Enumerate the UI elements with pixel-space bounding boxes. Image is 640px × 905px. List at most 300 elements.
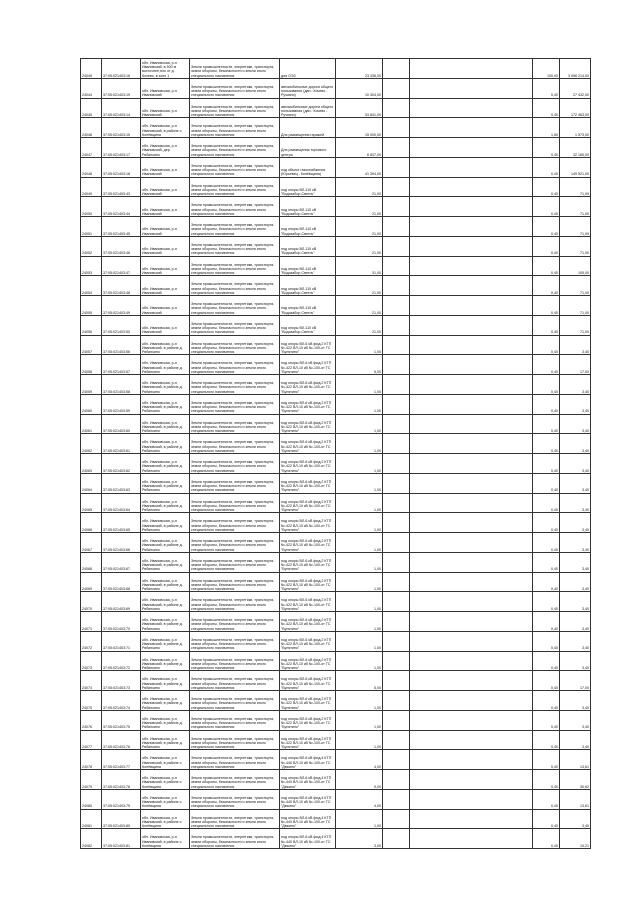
land-category-cell: Земли промышленности, энергетики, транспорта, земли обороны, безопасности и земли иного специального назначения: [190, 118, 280, 138]
address-cell: обл. Ивановская, р-н Ивановский, в районе д. Рябинкино: [141, 631, 190, 651]
row-id-cell: 24045: [81, 98, 102, 118]
permitted-use-cell: под опоры ВЛ-110 кВ "Водозабор-Светоч": [280, 276, 336, 296]
rate-cell: 0,40: [533, 473, 560, 493]
tax-value-cell: 3,40: [560, 651, 591, 671]
row-id-cell: 24063: [81, 454, 102, 474]
rate-cell: 0,40: [533, 789, 560, 809]
cadastral-number-cell: 37:05:021403:75: [102, 710, 141, 730]
area-cell: 3,00: [336, 829, 383, 849]
extra-2-cell: [410, 375, 533, 395]
rate-cell: 0,40: [533, 256, 560, 276]
extra-2-cell: [410, 789, 533, 809]
row-id-cell: 24081: [81, 809, 102, 829]
extra-2-cell: [410, 276, 533, 296]
area-cell: 4,00: [336, 750, 383, 770]
row-id-cell: 24068: [81, 552, 102, 572]
table-row: [81, 315, 591, 335]
land-category-cell: Земли промышленности, энергетики, транспорта, земли обороны, безопасности и земли иного специального назначения: [190, 296, 280, 316]
area-cell: 1,00: [336, 454, 383, 474]
tax-value-cell: 3,40: [560, 552, 591, 572]
land-category-cell: Земли промышленности, энергетики, транспорта, земли обороны, безопасности и земли иного специального назначения: [190, 256, 280, 276]
table-row: [81, 394, 591, 414]
extra-1-cell: [383, 434, 410, 454]
rate-cell: 0,40: [533, 592, 560, 612]
permitted-use-cell: под опоры ВЛ-110 кВ "Водозабор-Светоч": [280, 315, 336, 335]
rate-cell: 0,40: [533, 315, 560, 335]
cadastral-number-cell: 37:05:021403:60: [102, 414, 141, 434]
tax-value-cell: 71,00: [560, 276, 591, 296]
tax-value-cell: 3,40: [560, 493, 591, 513]
rate-cell: 0,40: [533, 177, 560, 197]
permitted-use-cell: автомобильные дороги общего пользования (дан.: Кочево - Ручкино): [280, 78, 336, 98]
land-category-cell: Земли промышленности, энергетики, транспорта, земли обороны, безопасности и земли иного специального назначения: [190, 335, 280, 355]
row-id-cell: 24076: [81, 710, 102, 730]
land-category-cell: Земли промышленности, энергетики, транспорта, земли обороны, безопасности и земли иного специального назначения: [190, 276, 280, 296]
row-id-cell: 24067: [81, 533, 102, 553]
table-row: [81, 750, 591, 770]
extra-2-cell: [410, 454, 533, 474]
table-row: [81, 513, 591, 533]
extra-2-cell: [410, 177, 533, 197]
table-row: [81, 157, 591, 177]
address-cell: обл. Ивановская, р-н Ивановский: [141, 276, 190, 296]
land-category-cell: Земли промышленности, энергетики, транспорта, земли обороны, безопасности и земли иного специального назначения: [190, 197, 280, 217]
area-cell: 6 837,00: [336, 138, 383, 158]
extra-1-cell: [383, 770, 410, 790]
row-id-cell: 24048: [81, 157, 102, 177]
extra-1-cell: [383, 296, 410, 316]
land-category-cell: Земли промышленности, энергетики, транспорта, земли обороны, безопасности и земли иного специального назначения: [190, 375, 280, 395]
table-row: [81, 177, 591, 197]
permitted-use-cell: под опоры ВЛ-6 кВ фид.2 КТП №-422 ВЛ-10 кВ №-100-от ТС "Бунятино": [280, 710, 336, 730]
extra-1-cell: [383, 750, 410, 770]
permitted-use-cell: под опоры ВЛ-110 кВ "Водозабор-Светоч": [280, 256, 336, 276]
table-row: [81, 414, 591, 434]
address-cell: обл. Ивановская, р-н Ивановский, в районе д. Рябинкино: [141, 454, 190, 474]
permitted-use-cell: под опоры ВЛ-6 кВ фид.2 КТП №-422 ВЛ-10 кВ №-100-от ТС "Бунятино": [280, 493, 336, 513]
permitted-use-cell: под опоры ВЛ-6 кВ фид.4 КТП №-440 ВЛ-10 кВ №-100-от ТС "Дюкино": [280, 770, 336, 790]
cadastral-number-cell: 37:05:021403:48: [102, 276, 141, 296]
extra-2-cell: [410, 770, 533, 790]
extra-1-cell: [383, 414, 410, 434]
permitted-use-cell: под опоры ВЛ-110 кВ "Водозабор-Светоч": [280, 177, 336, 197]
land-category-cell: Земли промышленности, энергетики, транспорта, земли обороны, безопасности и земли иного специального назначения: [190, 651, 280, 671]
rate-cell: 0,40: [533, 217, 560, 237]
extra-2-cell: [410, 118, 533, 138]
area-cell: 21,00: [336, 197, 383, 217]
row-id-cell: 24074: [81, 671, 102, 691]
rate-cell: 0,40: [533, 612, 560, 632]
tax-value-cell: 32 165,00: [560, 138, 591, 158]
area-cell: 23 336,00: [336, 59, 383, 79]
land-category-cell: Земли промышленности, энергетики, транспорта, земли обороны, безопасности и земли иного специального назначения: [190, 631, 280, 651]
permitted-use-cell: под опоры ВЛ-6 кВ фид.2 КТП №-422 ВЛ-10 кВ №-100-от ТС "Бунятино": [280, 513, 336, 533]
cadastral-number-cell: 37:05:021403:43: [102, 177, 141, 197]
extra-2-cell: [410, 434, 533, 454]
area-cell: 1,00: [336, 572, 383, 592]
extra-2-cell: [410, 315, 533, 335]
extra-1-cell: [383, 552, 410, 572]
table-row: [81, 592, 591, 612]
area-cell: 21,00: [336, 236, 383, 256]
area-cell: 1,00: [336, 691, 383, 711]
land-category-cell: Земли промышленности, энергетики, транспорта, земли обороны, безопасности и земли иного специального назначения: [190, 513, 280, 533]
rate-cell: 0,40: [533, 454, 560, 474]
table-row: [81, 197, 591, 217]
extra-2-cell: [410, 612, 533, 632]
address-cell: обл. Ивановская, р-н Ивановский: [141, 157, 190, 177]
cadastral-number-cell: 37:05:021403:74: [102, 691, 141, 711]
extra-1-cell: [383, 651, 410, 671]
table-row: [81, 375, 591, 395]
table-row: [81, 631, 591, 651]
rate-cell: 0,40: [533, 434, 560, 454]
tax-value-cell: 3,40: [560, 592, 591, 612]
row-id-cell: 24071: [81, 612, 102, 632]
rate-cell: 0,40: [533, 730, 560, 750]
permitted-use-cell: под опоры ВЛ-6 кВ фид.2 КТП №-422 ВЛ-10 кВ №-100-от ТС "Бунятино": [280, 651, 336, 671]
permitted-use-cell: под опоры ВЛ-6 кВ фид.4 КТП №-440 ВЛ-10 кВ №-100-от ТС "Дюкино": [280, 750, 336, 770]
extra-2-cell: [410, 157, 533, 177]
area-cell: 1,00: [336, 592, 383, 612]
extra-1-cell: [383, 177, 410, 197]
area-cell: 1,00: [336, 552, 383, 572]
address-cell: обл. Ивановская, р-н Ивановский: [141, 197, 190, 217]
tax-value-cell: 3,40: [560, 533, 591, 553]
address-cell: обл. Ивановская, р-н Ивановский, в районе с. Конёвщина: [141, 770, 190, 790]
table-row: [81, 473, 591, 493]
address-cell: обл. Ивановская, р-н Ивановский: [141, 217, 190, 237]
row-id-cell: 24064: [81, 473, 102, 493]
rate-cell: 0,40: [533, 552, 560, 572]
extra-2-cell: [410, 394, 533, 414]
cadastral-number-cell: 37:05:021403:71: [102, 631, 141, 651]
cadastral-number-cell: 37:05:021403:68: [102, 572, 141, 592]
area-cell: 31,00: [336, 256, 383, 276]
extra-2-cell: [410, 533, 533, 553]
cadastral-number-cell: 37:05:021403:65: [102, 513, 141, 533]
cadastral-number-cell: 37:05:021403:46: [102, 236, 141, 256]
area-cell: 4,00: [336, 789, 383, 809]
address-cell: обл. Ивановская, р-н Ивановский, в районе д. Рябинкино: [141, 473, 190, 493]
tax-value-cell: 17,00: [560, 355, 591, 375]
address-cell: обл. Ивановская, р-н Ивановский, в районе д. Рябинкино: [141, 335, 190, 355]
table-row: [81, 770, 591, 790]
land-category-cell: Земли промышленности, энергетики, транспорта, земли обороны, безопасности и земли иного специального назначения: [190, 157, 280, 177]
row-id-cell: 24066: [81, 513, 102, 533]
cadastral-number-cell: 37:05:021403:69: [102, 592, 141, 612]
cadastral-number-cell: 37:05:021403:63: [102, 473, 141, 493]
extra-1-cell: [383, 197, 410, 217]
land-category-cell: Земли промышленности, энергетики, транспорта, земли обороны, безопасности и земли иного специального назначения: [190, 710, 280, 730]
permitted-use-cell: под опоры ВЛ-6 кВ фид.2 КТП №-422 ВЛ-10 кВ №-100-от ТС "Бунятино": [280, 454, 336, 474]
permitted-use-cell: под опоры ВЛ-6 кВ фид.2 КТП №-422 ВЛ-10 кВ №-100-от ТС "Бунятино": [280, 355, 336, 375]
permitted-use-cell: под опоры ВЛ-6 кВ фид.2 КТП №-422 ВЛ-10 кВ №-100-от ТС "Бунятино": [280, 612, 336, 632]
tax-value-cell: 71,00: [560, 315, 591, 335]
extra-1-cell: [383, 809, 410, 829]
table-row: [81, 612, 591, 632]
address-cell: обл. Ивановская, р-н Ивановский, в районе с. Конёвщина: [141, 809, 190, 829]
address-cell: обл. Ивановская, р-н Ивановский, в районе д. Рябинкино: [141, 572, 190, 592]
area-cell: 21,00: [336, 296, 383, 316]
rate-cell: 0,40: [533, 651, 560, 671]
rate-cell: 1,50: [533, 118, 560, 138]
land-category-cell: Земли промышленности, энергетики, транспорта, земли обороны, безопасности и земли иного специального назначения: [190, 315, 280, 335]
row-id-cell: 24058: [81, 355, 102, 375]
tax-value-cell: 149 521,00: [560, 157, 591, 177]
rate-cell: 0,40: [533, 671, 560, 691]
land-category-cell: Земли промышленности, энергетики, транспорта, земли обороны, безопасности и земли иного специального назначения: [190, 770, 280, 790]
area-cell: 1,00: [336, 375, 383, 395]
address-cell: обл. Ивановская, р-н Ивановский, в 500 м восточнее,юго от д. Кочево, в зоне 1: [141, 59, 190, 79]
permitted-use-cell: под опоры ВЛ-6 кВ фид.2 КТП №-422 ВЛ-10 кВ №-100-от ТС "Бунятино": [280, 394, 336, 414]
address-cell: обл. Ивановская, р-н Ивановский, в районе д. Рябинкино: [141, 414, 190, 434]
permitted-use-cell: под опоры ВЛ-6 кВ фид.2 КТП №-422 ВЛ-10 кВ №-100-от ТС "Бунятино": [280, 572, 336, 592]
area-cell: 1,00: [336, 612, 383, 632]
table-row: [81, 789, 591, 809]
cadastral-number-cell: 37:05:021403:17: [102, 138, 141, 158]
permitted-use-cell: под опоры ВЛ-6 кВ фид.2 КТП №-422 ВЛ-10 кВ №-100-от ТС "Бунятино": [280, 335, 336, 355]
permitted-use-cell: под опоры ВЛ-6 кВ фид.2 КТП №-422 ВЛ-10 кВ №-100-от ТС "Бунятино": [280, 552, 336, 572]
extra-2-cell: [410, 335, 533, 355]
extra-1-cell: [383, 493, 410, 513]
area-cell: 1,00: [336, 394, 383, 414]
tax-value-cell: 3,40: [560, 335, 591, 355]
rate-cell: 0,40: [533, 276, 560, 296]
area-cell: 21,00: [336, 177, 383, 197]
permitted-use-cell: под опоры ВЛ-6 кВ фид.4 КТП №-440 ВЛ-10 кВ №-100-от ТС "Дюкино": [280, 809, 336, 829]
cadastral-number-cell: 37:05:021403:72: [102, 651, 141, 671]
rate-cell: 0,40: [533, 236, 560, 256]
tax-value-cell: 71,00: [560, 197, 591, 217]
rate-cell: 0,40: [533, 394, 560, 414]
row-id-cell: 24049: [81, 177, 102, 197]
tax-value-cell: 27 432,00: [560, 78, 591, 98]
row-id-cell: 24075: [81, 691, 102, 711]
permitted-use-cell: под опоры ВЛ-110 кВ "Водозабор-Светоч": [280, 217, 336, 237]
extra-1-cell: [383, 236, 410, 256]
permitted-use-cell: под опоры ВЛ-110 кВ "Водозабор-Светоч": [280, 296, 336, 316]
row-id-cell: 24073: [81, 651, 102, 671]
extra-1-cell: [383, 473, 410, 493]
cadastral-number-cell: 37:05:021403:14: [102, 98, 141, 118]
address-cell: обл. Ивановская, р-н Ивановский, в районе д. Рябинкино: [141, 375, 190, 395]
table-row: [81, 217, 591, 237]
land-category-cell: Земли промышленности, энергетики, транспорта, земли обороны, безопасности и земли иного специального назначения: [190, 98, 280, 118]
area-cell: 1,00: [336, 533, 383, 553]
address-cell: обл. Ивановская, р-н Ивановский, в районе д. Рябинкино: [141, 355, 190, 375]
rate-cell: 0,40: [533, 750, 560, 770]
area-cell: 9,00: [336, 770, 383, 790]
rate-cell: 0,40: [533, 809, 560, 829]
land-category-cell: Земли промышленности, энергетики, транспорта, земли обороны, безопасности и земли иного специального назначения: [190, 612, 280, 632]
extra-2-cell: [410, 710, 533, 730]
extra-2-cell: [410, 138, 533, 158]
address-cell: обл. Ивановская, р-н Ивановский: [141, 236, 190, 256]
table-row: [81, 552, 591, 572]
extra-1-cell: [383, 375, 410, 395]
row-id-cell: 24056: [81, 315, 102, 335]
rate-cell: 0,40: [533, 98, 560, 118]
row-id-cell: 24077: [81, 730, 102, 750]
extra-1-cell: [383, 454, 410, 474]
extra-1-cell: [383, 671, 410, 691]
cadastral-number-cell: 37:05:021403:67: [102, 552, 141, 572]
area-cell: 10 304,00: [336, 78, 383, 98]
cadastral-number-cell: 37:05:021403:45: [102, 217, 141, 237]
cadastral-number-cell: 37:05:021403:77: [102, 750, 141, 770]
address-cell: обл. Ивановская, р-н Ивановский, в районе с. Конёвщина: [141, 750, 190, 770]
tax-value-cell: 3,40: [560, 434, 591, 454]
permitted-use-cell: под опоры ВЛ-6 кВ фид.4 КТП №-440 ВЛ-10 кВ №-100-от ТС "Дюкино": [280, 789, 336, 809]
row-id-cell: 24082: [81, 829, 102, 849]
table-row: [81, 691, 591, 711]
extra-1-cell: [383, 157, 410, 177]
extra-1-cell: [383, 829, 410, 849]
address-cell: обл. Ивановская, р-н Ивановский, в районе с. Конёвщина: [141, 789, 190, 809]
land-category-cell: Земли промышленности, энергетики, транспорта, земли обороны, безопасности и земли иного специального назначения: [190, 78, 280, 98]
cadastral-number-cell: 37:05:021403:57: [102, 355, 141, 375]
area-cell: 1,00: [336, 710, 383, 730]
extra-1-cell: [383, 631, 410, 651]
extra-1-cell: [383, 533, 410, 553]
rate-cell: 0,40: [533, 691, 560, 711]
extra-1-cell: [383, 710, 410, 730]
address-cell: обл. Ивановская, р-н Ивановский, в районе с. Конёвщина: [141, 118, 190, 138]
extra-2-cell: [410, 691, 533, 711]
row-id-cell: 24078: [81, 750, 102, 770]
extra-1-cell: [383, 730, 410, 750]
cadastral-number-cell: 37:05:021403:76: [102, 730, 141, 750]
rate-cell: 0,40: [533, 375, 560, 395]
extra-2-cell: [410, 414, 533, 434]
rate-cell: 0,40: [533, 513, 560, 533]
extra-2-cell: [410, 493, 533, 513]
cadastral-number-cell: 37:05:021403:44: [102, 197, 141, 217]
row-id-cell: 24046: [81, 118, 102, 138]
area-cell: 5,00: [336, 355, 383, 375]
tax-value-cell: 105,00: [560, 256, 591, 276]
address-cell: обл. Ивановская, р-н Ивановский, в районе д. Рябинкино: [141, 691, 190, 711]
rate-cell: 0,40: [533, 572, 560, 592]
extra-2-cell: [410, 671, 533, 691]
land-category-cell: Земли промышленности, энергетики, транспорта, земли обороны, безопасности и земли иного специального назначения: [190, 552, 280, 572]
land-category-cell: Земли промышленности, энергетики, транспорта, земли обороны, безопасности и земли иного специального назначения: [190, 394, 280, 414]
cadastral-number-cell: 37:05:021403:79: [102, 789, 141, 809]
row-id-cell: 24069: [81, 572, 102, 592]
extra-2-cell: [410, 552, 533, 572]
tax-value-cell: 71,00: [560, 236, 591, 256]
extra-2-cell: [410, 236, 533, 256]
extra-2-cell: [410, 296, 533, 316]
extra-2-cell: [410, 355, 533, 375]
rate-cell: 0,40: [533, 631, 560, 651]
table-row: [81, 671, 591, 691]
area-cell: 21,00: [336, 217, 383, 237]
extra-2-cell: [410, 730, 533, 750]
row-id-cell: 24061: [81, 414, 102, 434]
cadastral-number-cell: 37:05:021403:80: [102, 809, 141, 829]
permitted-use-cell: под опоры ВЛ-6 кВ фид.2 КТП №-422 ВЛ-10 кВ №-100-от ТС "Бунятино": [280, 592, 336, 612]
extra-1-cell: [383, 335, 410, 355]
extra-1-cell: [383, 256, 410, 276]
rate-cell: 0,40: [533, 197, 560, 217]
cadastral-number-cell: 37:05:021403:47: [102, 256, 141, 276]
row-id-cell: 24047: [81, 138, 102, 158]
table-row: [81, 710, 591, 730]
extra-2-cell: [410, 829, 533, 849]
cadastral-number-cell: 37:05:021403:58: [102, 375, 141, 395]
land-category-cell: Земли промышленности, энергетики, транспорта, земли обороны, безопасности и земли иного специального назначения: [190, 789, 280, 809]
extra-2-cell: [410, 513, 533, 533]
extra-1-cell: [383, 572, 410, 592]
cadastral-number-cell: 37:05:021403:81: [102, 829, 141, 849]
extra-2-cell: [410, 572, 533, 592]
table-row: [81, 355, 591, 375]
row-id-cell: 24052: [81, 236, 102, 256]
cadastral-number-cell: 37:05:021403:59: [102, 394, 141, 414]
extra-1-cell: [383, 276, 410, 296]
permitted-use-cell: под объект газоснабжения (Юрьевец - Конёвщина): [280, 157, 336, 177]
area-cell: 1,00: [336, 809, 383, 829]
extra-2-cell: [410, 217, 533, 237]
extra-1-cell: [383, 513, 410, 533]
land-category-cell: Земли промышленности, энергетики, транспорта, земли обороны, безопасности и земли иного специального назначения: [190, 671, 280, 691]
land-category-cell: Земли промышленности, энергетики, транспорта, земли обороны, безопасности и земли иного специального назначения: [190, 177, 280, 197]
land-category-cell: Земли промышленности, энергетики, транспорта, земли обороны, безопасности и земли иного специального назначения: [190, 691, 280, 711]
address-cell: обл. Ивановская, р-н Ивановский, в районе д. Рябинкино: [141, 394, 190, 414]
extra-2-cell: [410, 592, 533, 612]
extra-1-cell: [383, 691, 410, 711]
row-id-cell: 24050: [81, 197, 102, 217]
rate-cell: 0,40: [533, 710, 560, 730]
extra-1-cell: [383, 98, 410, 118]
land-category-cell: Земли промышленности, энергетики, транспорта, земли обороны, безопасности и земли иного специального назначения: [190, 454, 280, 474]
land-category-cell: Земли промышленности, энергетики, транспорта, земли обороны, безопасности и земли иного специального назначения: [190, 592, 280, 612]
area-cell: 53 841,00: [336, 98, 383, 118]
rate-cell: 0,40: [533, 414, 560, 434]
rate-cell: 0,40: [533, 770, 560, 790]
address-cell: обл. Ивановская, р-н Ивановский: [141, 78, 190, 98]
table-row: [81, 829, 591, 849]
extra-1-cell: [383, 394, 410, 414]
land-category-cell: Земли промышленности, энергетики, транспорта, земли обороны, безопасности и земли иного специального назначения: [190, 138, 280, 158]
permitted-use-cell: для ОЭЗ: [280, 59, 336, 79]
tax-value-cell: 3 096 214,00: [560, 59, 591, 79]
extra-2-cell: [410, 631, 533, 651]
tax-value-cell: 3,40: [560, 730, 591, 750]
table-row: [81, 533, 591, 553]
permitted-use-cell: под опоры ВЛ-6 кВ фид.2 КТП №-422 ВЛ-10 кВ №-100-от ТС "Бунятино": [280, 691, 336, 711]
table-row: [81, 434, 591, 454]
table-row: [81, 651, 591, 671]
address-cell: обл. Ивановская, р-н Ивановский: [141, 296, 190, 316]
land-category-cell: Земли промышленности, энергетики, транспорта, земли обороны, безопасности и земли иного специального назначения: [190, 236, 280, 256]
address-cell: обл. Ивановская, р-н Ивановский, в районе д. Рябинкино: [141, 552, 190, 572]
land-category-cell: Земли промышленности, энергетики, транспорта, земли обороны, безопасности и земли иного специального назначения: [190, 493, 280, 513]
tax-value-cell: 13,61: [560, 750, 591, 770]
permitted-use-cell: под опоры ВЛ-110 кВ "Водозабор-Светоч": [280, 236, 336, 256]
tax-value-cell: 3,40: [560, 809, 591, 829]
permitted-use-cell: под опоры ВЛ-110 кВ "Водозабор-Светоч": [280, 197, 336, 217]
tax-value-cell: 172 463,00: [560, 98, 591, 118]
extra-2-cell: [410, 473, 533, 493]
area-cell: 15 000,00: [336, 118, 383, 138]
tax-value-cell: 1 573,00: [560, 118, 591, 138]
address-cell: обл. Ивановская, р-н Ивановский: [141, 177, 190, 197]
area-cell: 21,00: [336, 315, 383, 335]
area-cell: 1,00: [336, 414, 383, 434]
